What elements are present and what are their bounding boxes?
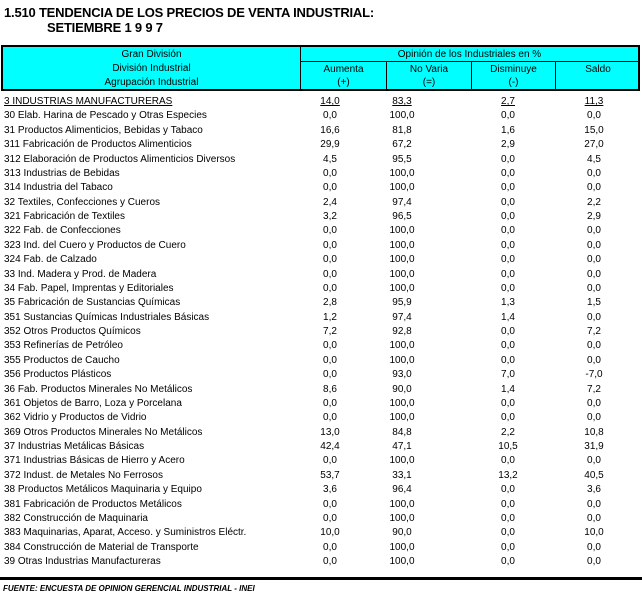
cell-no-varia: 67,2 [392, 139, 412, 151]
cell-disminuye: 0,0 [501, 556, 515, 567]
cell-aumenta: 29,9 [320, 139, 340, 151]
table-row [0, 325, 642, 339]
cell-disminuye: 0,0 [501, 167, 515, 179]
cell-aumenta: 0,0 [323, 498, 337, 510]
header-gran-division: Gran División [121, 49, 182, 60]
cell-disminuye: 0,0 [501, 282, 515, 294]
row-label: 37 Industrias Metálicas Básicas [4, 441, 145, 452]
cell-saldo: 0,0 [587, 556, 601, 567]
table-row [0, 339, 642, 353]
table-row [0, 440, 642, 454]
table-row [0, 411, 642, 425]
header-no-varia-sign: (=) [422, 77, 436, 88]
row-label: 312 Elaboración de Productos Alimenticios Diversos [4, 153, 236, 165]
cell-no-varia: 100,0 [389, 110, 415, 122]
cell-no-varia: 100,0 [389, 340, 415, 352]
table-row [0, 311, 642, 325]
cell-aumenta: 0,0 [323, 167, 337, 179]
cell-no-varia: 81,8 [392, 124, 412, 136]
cell-aumenta: 1,2 [323, 311, 337, 323]
cell-disminuye: 0,0 [501, 182, 515, 194]
cell-disminuye: 2,2 [501, 426, 515, 438]
row-label: 3 INDUSTRIAS MANUFACTURERAS [4, 96, 173, 107]
cell-disminuye: 0,0 [501, 455, 515, 467]
cell-no-varia: 100,0 [389, 512, 415, 524]
row-label: 313 Industrias de Bebidas [4, 167, 120, 179]
row-label: 36 Fab. Productos Minerales No Metálicos [4, 383, 193, 395]
table-row [0, 138, 642, 152]
cell-disminuye: 0,0 [501, 239, 515, 251]
row-label: 35 Fabricación de Sustancias Químicas [4, 297, 181, 309]
cell-aumenta: 16,6 [320, 124, 340, 136]
table-row [0, 526, 642, 540]
row-label: 39 Otras Industrias Manufactureras [4, 556, 161, 567]
cell-disminuye: 13,2 [498, 469, 518, 481]
row-label: 322 Fab. de Confecciones [4, 225, 121, 237]
cell-aumenta: 0,0 [323, 541, 337, 553]
cell-aumenta: 3,6 [323, 484, 337, 496]
source-note: FUENTE: ENCUESTA DE OPINION GERENCIAL INDUSTRIAL - INEI [3, 584, 255, 593]
cell-no-varia: 93,0 [392, 369, 412, 381]
table-row [0, 153, 642, 167]
table-row [0, 512, 642, 526]
table-row [0, 268, 642, 282]
cell-no-varia: 100,0 [389, 397, 415, 409]
row-label: 311 Fabricación de Productos Alimenticios [4, 139, 192, 151]
table-row [0, 397, 642, 411]
cell-no-varia: 90,0 [392, 383, 412, 395]
table-row [0, 181, 642, 195]
cell-saldo: 0,0 [587, 512, 601, 524]
cell-disminuye: 0,0 [501, 268, 515, 280]
table-row [0, 469, 642, 483]
cell-saldo: 7,2 [587, 326, 601, 337]
cell-no-varia: 100,0 [389, 167, 415, 179]
cell-aumenta: 8,6 [323, 383, 337, 395]
cell-no-varia: 100,0 [389, 239, 415, 251]
cell-aumenta: 53,7 [320, 469, 340, 481]
cell-saldo: -7,0 [585, 369, 603, 381]
table-row [0, 196, 642, 210]
header-saldo: Saldo [585, 64, 611, 75]
cell-aumenta: 0,0 [323, 268, 337, 280]
cell-aumenta: 0,0 [323, 512, 337, 524]
row-label: 361 Objetos de Barro, Loza y Porcelana [4, 397, 182, 409]
header-disminuye: Disminuye [490, 64, 537, 75]
cell-saldo: 0,0 [587, 412, 601, 424]
cell-aumenta: 0,0 [323, 354, 337, 366]
cell-no-varia: 33,1 [392, 469, 412, 481]
cell-aumenta: 0,0 [323, 110, 337, 122]
cell-disminuye: 0,0 [501, 196, 515, 208]
row-label: 372 Indust. de Metales No Ferrosos [4, 469, 163, 481]
row-label: 356 Productos Plásticos [4, 369, 112, 381]
table-row [0, 498, 642, 512]
cell-no-varia: 100,0 [389, 268, 415, 280]
cell-saldo: 0,0 [587, 397, 601, 409]
table-row [0, 383, 642, 397]
cell-aumenta: 0,0 [323, 282, 337, 294]
cell-saldo: 0,0 [587, 354, 601, 366]
row-label: 321 Fabricación de Textiles [4, 211, 125, 222]
cell-saldo: 0,0 [587, 311, 601, 323]
cell-disminuye: 0,0 [501, 153, 515, 165]
header-opinion-group: Opinión de los Industriales en % [397, 49, 542, 60]
cell-saldo: 3,6 [587, 484, 601, 496]
row-label: 30 Elab. Harina de Pescado y Otras Especies [4, 110, 207, 122]
row-label: 353 Refinerías de Petróleo [4, 340, 123, 352]
cell-disminuye: 0,0 [501, 211, 515, 222]
cell-saldo: 15,0 [584, 124, 604, 136]
row-label: 351 Sustancias Químicas Industriales Básicas [4, 311, 210, 323]
table-row [0, 541, 642, 555]
cell-disminuye: 1,4 [501, 383, 515, 395]
cell-aumenta: 10,0 [320, 527, 340, 539]
cell-no-varia: 100,0 [389, 541, 415, 553]
header-no-varia: No Varia [409, 64, 449, 75]
cell-aumenta: 0,0 [323, 556, 337, 567]
cell-disminuye: 1,3 [501, 297, 515, 309]
cell-no-varia: 84,8 [392, 426, 412, 438]
cell-no-varia: 97,4 [392, 311, 412, 323]
row-label: 384 Construcción de Material de Transporte [4, 541, 199, 553]
cell-aumenta: 14,0 [320, 96, 340, 107]
cell-disminuye: 0,0 [501, 484, 515, 496]
row-label: 382 Construcción de Maquinaria [4, 512, 148, 524]
cell-no-varia: 90,0 [392, 527, 412, 539]
cell-aumenta: 0,0 [323, 397, 337, 409]
table-row [0, 253, 642, 267]
header-agrupacion-industrial: Agrupación Industrial [104, 77, 199, 88]
cell-no-varia: 100,0 [389, 455, 415, 467]
cell-disminuye: 0,0 [501, 541, 515, 553]
cell-saldo: 0,0 [587, 455, 601, 467]
cell-saldo: 0,0 [587, 167, 601, 179]
row-label: 352 Otros Productos Químicos [4, 326, 141, 337]
cell-aumenta: 0,0 [323, 369, 337, 381]
table-row-total [0, 95, 642, 109]
bottom-rule [0, 577, 642, 580]
table-row [0, 296, 642, 310]
header-aumenta: Aumenta [323, 64, 364, 75]
cell-saldo: 0,0 [587, 254, 601, 266]
cell-aumenta: 13,0 [320, 426, 340, 438]
cell-disminuye: 0,0 [501, 110, 515, 122]
cell-disminuye: 2,7 [501, 96, 515, 107]
row-label: 32 Textiles, Confecciones y Cueros [4, 196, 161, 208]
cell-no-varia: 100,0 [389, 498, 415, 510]
cell-no-varia: 97,4 [392, 196, 412, 208]
cell-disminuye: 0,0 [501, 354, 515, 366]
table-row [0, 426, 642, 440]
row-label: 34 Fab. Papel, Imprentas y Editoriales [4, 282, 174, 294]
cell-disminuye: 10,5 [498, 441, 518, 452]
header-division-industrial: División Industrial [112, 63, 191, 74]
cell-aumenta: 0,0 [323, 239, 337, 251]
cell-saldo: 0,0 [587, 541, 601, 553]
table-row [0, 224, 642, 238]
table-subtitle: SETIEMBRE 1 9 9 7 [47, 20, 163, 35]
cell-saldo: 1,5 [587, 297, 601, 309]
cell-no-varia: 95,5 [392, 153, 412, 165]
cell-aumenta: 0,0 [323, 455, 337, 467]
table-row [0, 555, 642, 569]
table-row [0, 109, 642, 123]
cell-no-varia: 100,0 [389, 412, 415, 424]
cell-saldo: 2,9 [587, 211, 601, 222]
cell-saldo: 27,0 [584, 139, 604, 151]
cell-saldo: 0,0 [587, 498, 601, 510]
header-aumenta-sign: (+) [337, 77, 350, 88]
cell-saldo: 0,0 [587, 340, 601, 352]
cell-no-varia: 100,0 [389, 282, 415, 294]
table-row [0, 483, 642, 497]
cell-saldo: 0,0 [587, 225, 601, 237]
cell-no-varia: 83,3 [392, 96, 412, 107]
cell-saldo: 2,2 [587, 196, 601, 208]
table-row [0, 454, 642, 468]
row-label: 371 Industrias Básicas de Hierro y Acero [4, 455, 185, 467]
cell-saldo: 7,2 [587, 383, 601, 395]
cell-disminuye: 1,4 [501, 311, 515, 323]
table-row [0, 210, 642, 224]
cell-disminuye: 0,0 [501, 498, 515, 510]
row-label: 323 Ind. del Cuero y Productos de Cuero [4, 239, 186, 251]
cell-disminuye: 0,0 [501, 326, 515, 337]
cell-disminuye: 2,9 [501, 139, 515, 151]
cell-aumenta: 42,4 [320, 441, 340, 452]
cell-disminuye: 0,0 [501, 412, 515, 424]
cell-saldo: 0,0 [587, 282, 601, 294]
cell-saldo: 0,0 [587, 182, 601, 194]
cell-no-varia: 100,0 [389, 182, 415, 194]
row-label: 314 Industria del Tabaco [4, 182, 113, 194]
table-row [0, 124, 642, 138]
cell-disminuye: 0,0 [501, 340, 515, 352]
cell-saldo: 31,9 [584, 441, 604, 452]
cell-disminuye: 7,0 [501, 369, 515, 381]
cell-no-varia: 95,9 [392, 297, 412, 309]
header-disminuye-sign: (-) [508, 77, 519, 88]
row-label: 38 Productos Metálicos Maquinaria y Equipo [4, 484, 202, 496]
cell-aumenta: 0,0 [323, 254, 337, 266]
cell-disminuye: 0,0 [501, 254, 515, 266]
cell-no-varia: 96,4 [392, 484, 412, 496]
table-title: 1.510 TENDENCIA DE LOS PRECIOS DE VENTA INDUSTRIAL: [4, 5, 374, 20]
cell-aumenta: 4,5 [323, 153, 337, 165]
row-label: 362 Vidrio y Productos de Vidrio [4, 412, 147, 424]
cell-saldo: 0,0 [587, 268, 601, 280]
table-body [0, 95, 642, 569]
cell-disminuye: 1,6 [501, 124, 515, 136]
row-label: 369 Otros Productos Minerales No Metálicos [4, 426, 203, 438]
cell-saldo: 0,0 [587, 110, 601, 122]
cell-aumenta: 0,0 [323, 412, 337, 424]
table-row [0, 354, 642, 368]
table-row [0, 282, 642, 296]
cell-aumenta: 0,0 [323, 182, 337, 194]
cell-aumenta: 3,2 [323, 211, 337, 222]
cell-aumenta: 7,2 [323, 326, 337, 337]
cell-no-varia: 100,0 [389, 556, 415, 567]
cell-aumenta: 0,0 [323, 340, 337, 352]
cell-disminuye: 0,0 [501, 512, 515, 524]
cell-no-varia: 92,8 [392, 326, 412, 337]
cell-saldo: 0,0 [587, 239, 601, 251]
cell-disminuye: 0,0 [501, 397, 515, 409]
cell-saldo: 10,0 [584, 527, 604, 539]
cell-saldo: 40,5 [584, 469, 604, 481]
cell-saldo: 11,3 [584, 96, 604, 107]
table-row [0, 368, 642, 382]
cell-disminuye: 0,0 [501, 225, 515, 237]
cell-no-varia: 100,0 [389, 354, 415, 366]
row-label: 33 Ind. Madera y Prod. de Madera [4, 268, 157, 280]
row-label: 355 Productos de Caucho [4, 354, 120, 366]
table-row [0, 239, 642, 253]
cell-aumenta: 2,4 [323, 196, 337, 208]
cell-disminuye: 0,0 [501, 527, 515, 539]
row-label: 324 Fab. de Calzado [4, 254, 97, 266]
row-label: 381 Fabricación de Productos Metálicos [4, 498, 182, 510]
cell-no-varia: 100,0 [389, 225, 415, 237]
row-label: 31 Productos Alimenticios, Bebidas y Tabaco [4, 124, 203, 136]
cell-aumenta: 2,8 [323, 297, 337, 309]
cell-saldo: 10,8 [584, 426, 604, 438]
table-row [0, 167, 642, 181]
row-label: 383 Maquinarias, Aparat, Acceso. y Suministros Eléctr. [4, 527, 247, 539]
table-header [1, 45, 640, 91]
cell-aumenta: 0,0 [323, 225, 337, 237]
cell-no-varia: 100,0 [389, 254, 415, 266]
cell-no-varia: 47,1 [392, 441, 412, 452]
cell-no-varia: 96,5 [392, 211, 412, 222]
cell-saldo: 4,5 [587, 153, 601, 165]
